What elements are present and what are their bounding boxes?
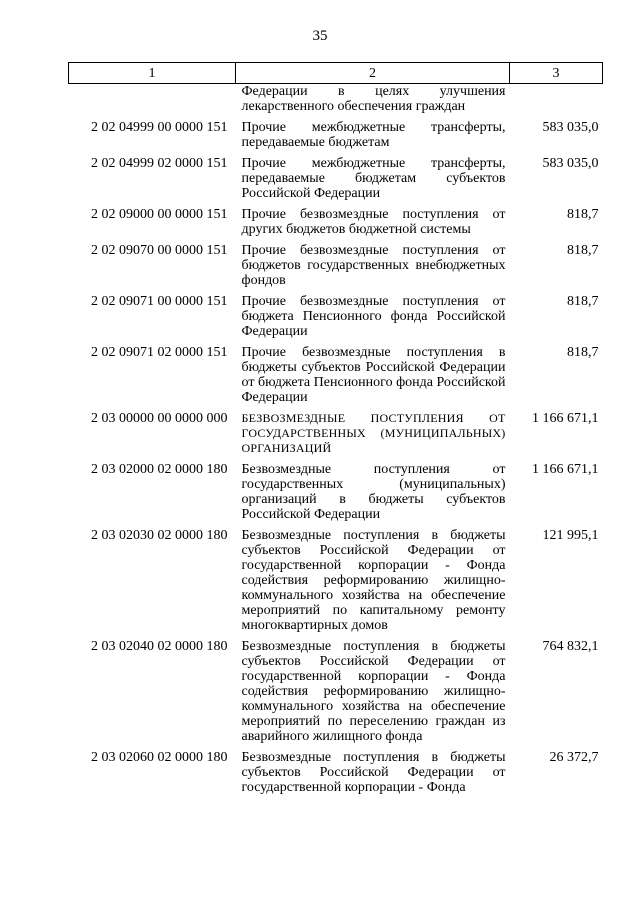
- row-code: 2 02 04999 00 0000 151: [91, 120, 228, 135]
- row-amount: 818,7: [567, 294, 599, 309]
- row-code: 2 02 09000 00 0000 151: [91, 207, 228, 222]
- row-name: Прочие безвозмездные поступления от бюджетов государственных внебюджетных фондов: [241, 243, 506, 288]
- column-header-code: 1: [69, 63, 236, 84]
- row-code: 2 03 00000 00 0000 000: [91, 411, 228, 426]
- table-row: [69, 345, 603, 411]
- row-amount: 121 995,1: [542, 528, 599, 543]
- table-row: [69, 156, 603, 207]
- row-amount: 818,7: [567, 243, 599, 258]
- row-name: Прочие безвозмездные поступления от бюджета Пенсионного фонда Российской Федерации: [241, 294, 506, 339]
- column-header-amount: 3: [510, 63, 603, 84]
- page-number: 35: [312, 28, 328, 44]
- row-name: Безвозмездные поступления в бюджеты субъектов Российской Федерации от государственной корпорации - Фонда содействия реформированию жилищно-коммунального хозяйства на обеспечение мероприятий по переселению граждан из аварийного жилищного фонда: [241, 639, 506, 744]
- row-code: 2 03 02030 02 0000 180: [91, 528, 228, 543]
- row-amount: 26 372,7: [549, 750, 599, 765]
- row-name: БЕЗВОЗМЕЗДНЫЕ ПОСТУПЛЕНИЯ ОТ ГОСУДАРСТВЕННЫХ (МУНИЦИПАЛЬНЫХ) ОРГАНИЗАЦИЙ: [241, 411, 506, 455]
- table-row: [69, 750, 603, 801]
- row-amount: 1 166 671,1: [532, 411, 599, 426]
- continuation-text: Федерации в целях улучшения лекарственного обеспечения граждан: [241, 84, 506, 114]
- row-code: 2 03 02040 02 0000 180: [91, 639, 228, 654]
- table-header-row: [69, 63, 603, 84]
- column-header-name: 2: [236, 63, 510, 84]
- row-name: Безвозмездные поступления от государственных (муниципальных) организаций в бюджеты субъектов Российской Федерации: [241, 462, 506, 522]
- row-code: 2 02 04999 02 0000 151: [91, 156, 228, 171]
- row-code: 2 03 02000 02 0000 180: [91, 462, 228, 477]
- table-row: [69, 120, 603, 156]
- table-row: [69, 639, 603, 750]
- row-amount: 818,7: [567, 345, 599, 360]
- budget-table: [68, 62, 603, 801]
- row-name: Прочие безвозмездные поступления в бюджеты субъектов Российской Федерации от бюджета Пенсионного фонда Российской Федерации: [241, 345, 506, 405]
- row-code: 2 02 09070 00 0000 151: [91, 243, 228, 258]
- row-name: Безвозмездные поступления в бюджеты субъектов Российской Федерации от государственной корпорации - Фонда содействия реформированию жилищно-коммунального хозяйства на обеспечение мероприятий по капитальному ремонту многоквартирных домов: [241, 528, 506, 633]
- table-row: [69, 294, 603, 345]
- table-row: [69, 462, 603, 528]
- row-amount: 583 035,0: [542, 120, 599, 135]
- row-name: Безвозмездные поступления в бюджеты субъектов Российской Федерации от государственной корпорации - Фонда: [241, 750, 506, 795]
- row-name: Прочие межбюджетные трансферты, передаваемые бюджетам: [241, 120, 506, 150]
- row-code: 2 03 02060 02 0000 180: [91, 750, 228, 765]
- row-code: 2 02 09071 00 0000 151: [91, 294, 228, 309]
- table-row: [69, 243, 603, 294]
- table-row: [69, 207, 603, 243]
- row-amount: 818,7: [567, 207, 599, 222]
- row-amount: 1 166 671,1: [532, 462, 599, 477]
- row-name: Прочие безвозмездные поступления от других бюджетов бюджетной системы: [241, 207, 506, 237]
- row-code: 2 02 09071 02 0000 151: [91, 345, 228, 360]
- table-row: [69, 411, 603, 462]
- table-row: [69, 528, 603, 639]
- row-name: Прочие межбюджетные трансферты, передаваемые бюджетам субъектов Российской Федерации: [241, 156, 506, 201]
- row-amount: 764 832,1: [542, 639, 599, 654]
- row-amount: 583 035,0: [542, 156, 599, 171]
- continuation-row: [69, 84, 603, 121]
